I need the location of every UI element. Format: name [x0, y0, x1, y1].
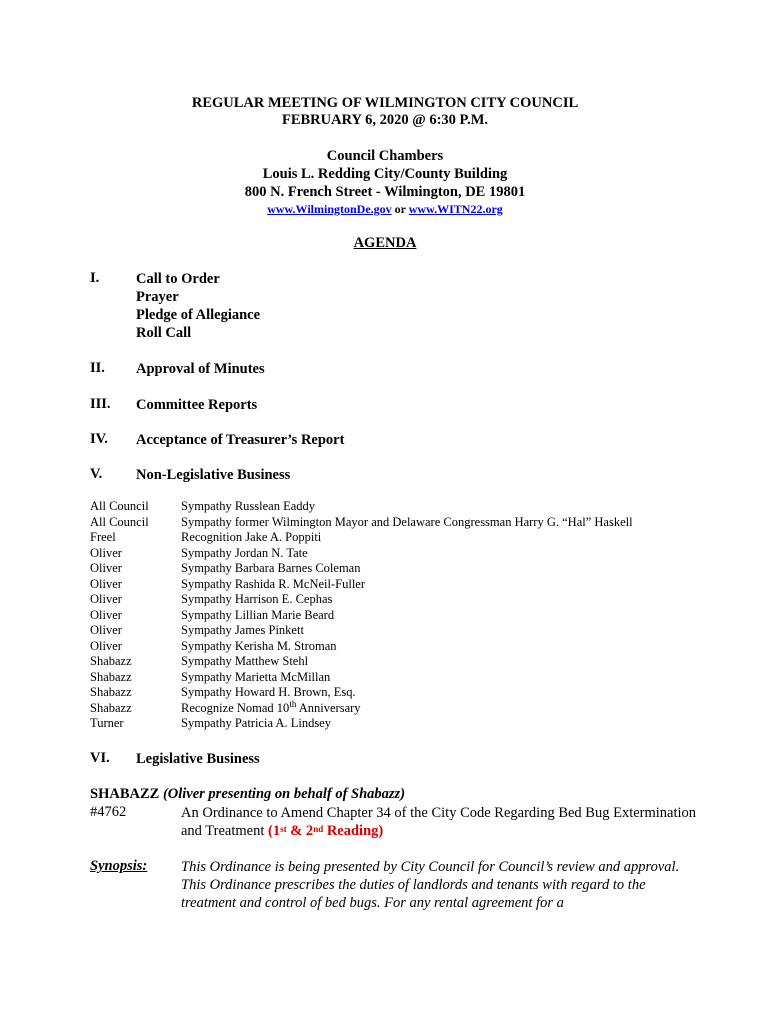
section-number: V. — [90, 466, 103, 482]
sponsor: Shabazz — [90, 700, 132, 715]
synopsis-label: Synopsis: — [90, 858, 148, 874]
sponsor: All Council — [90, 499, 149, 513]
ordinance-title-text: An Ordinance to Amend Chapter 34 of the City Code Regarding Bed Bug Extermination and Treatment — [181, 805, 697, 839]
witn22-link[interactable]: www.WITN22.org — [408, 202, 503, 216]
list-item — [90, 499, 730, 515]
meeting-title: REGULAR MEETING OF WILMINGTON CITY COUNCIL — [191, 95, 579, 111]
sponsor-name: SHABAZZ — [90, 786, 163, 802]
section-title: Legislative Business — [136, 751, 260, 767]
item-text: Sympathy Russlean Eaddy — [181, 499, 316, 513]
list-item — [90, 546, 730, 562]
item-text: Recognition Jake A. Poppiti — [181, 530, 322, 544]
agenda-item: Pledge of Allegiance — [136, 307, 261, 323]
list-item — [90, 698, 730, 717]
list-item — [90, 515, 730, 531]
ordinal-suffix: th — [289, 698, 297, 709]
section-number: VI. — [90, 750, 110, 766]
sponsor: Oliver — [90, 545, 122, 560]
section-number: III. — [90, 396, 111, 412]
item-text-end: Anniversary — [296, 700, 361, 715]
section-1-items — [136, 270, 260, 342]
list-item — [90, 716, 730, 732]
venue-building: Louis L. Redding City/County Building — [262, 166, 508, 182]
agenda-item: Roll Call — [136, 325, 192, 341]
sponsor: Shabazz — [90, 669, 132, 684]
reading-status: (1st & 2nd Reading) — [268, 823, 384, 839]
sponsor: Oliver — [90, 638, 122, 653]
list-item — [90, 639, 730, 655]
item-text: Sympathy Howard H. Brown, Esq. — [181, 685, 356, 699]
item-text: Sympathy James Pinkett — [181, 623, 304, 637]
sponsor: Freel — [90, 530, 116, 544]
sponsor: Shabazz — [90, 685, 132, 699]
list-item — [90, 685, 730, 701]
legislation-sponsor — [90, 786, 405, 803]
item-text: Sympathy Marietta McMillan — [181, 669, 331, 684]
agenda-heading: AGENDA — [353, 235, 417, 251]
sponsor: Turner — [90, 716, 124, 730]
item-text: Sympathy Rashida R. McNeil-Fuller — [181, 576, 366, 591]
item-text: Sympathy Lillian Marie Beard — [181, 607, 335, 622]
item-text: Sympathy former Wilmington Mayor and Delaware Congressman Harry G. “Hal” Haskell — [181, 514, 633, 529]
section-title: Approval of Minutes — [136, 361, 265, 377]
list-item — [90, 670, 730, 686]
section-title: Non-Legislative Business — [136, 467, 291, 483]
ordinance-number: #4762 — [90, 804, 127, 820]
item-text — [181, 698, 361, 716]
section-title: Committee Reports — [136, 397, 258, 413]
meeting-date: FEBRUARY 6, 2020 @ 6:30 P.M. — [281, 112, 489, 128]
sponsor-note: (Oliver presenting on behalf of Shabazz) — [162, 786, 406, 802]
item-text: Sympathy Harrison E. Cephas — [181, 592, 333, 606]
agenda-item: Prayer — [136, 289, 179, 305]
section-number: I. — [90, 270, 100, 286]
list-item — [90, 608, 730, 624]
section-number: II. — [90, 360, 105, 376]
agenda-item: Call to Order — [136, 271, 220, 287]
list-item — [90, 654, 730, 670]
list-item — [90, 530, 730, 546]
item-text: Sympathy Matthew Stehl — [181, 654, 309, 668]
item-text: Sympathy Jordan N. Tate — [181, 545, 308, 560]
section-title: Acceptance of Treasurer’s Report — [136, 432, 345, 448]
stream-links — [0, 202, 770, 217]
sponsor: All Council — [90, 514, 149, 529]
list-item — [90, 592, 730, 608]
ordinance-title — [181, 804, 701, 840]
sponsor: Shabazz — [90, 654, 132, 668]
link-separator: or — [391, 202, 409, 216]
list-item — [90, 561, 730, 577]
list-item — [90, 577, 730, 593]
sponsor: Oliver — [90, 607, 122, 622]
venue-room: Council Chambers — [326, 148, 444, 164]
synopsis-text: This Ordinance is being presented by City Council for Council’s review and approval. This Ordinance prescribes the duties of landlords and tenants with regard to the treatment and control of bed bugs. For any rental agreement for a — [181, 859, 680, 911]
item-text: Sympathy Kerisha M. Stroman — [181, 638, 337, 653]
sponsor: Oliver — [90, 623, 122, 637]
list-item — [90, 623, 730, 639]
sponsor: Oliver — [90, 576, 122, 591]
venue-address: 800 N. French Street - Wilmington, DE 19801 — [244, 184, 526, 200]
wilmington-gov-link[interactable]: www.WilmingtonDe.gov — [267, 202, 392, 216]
item-text: Sympathy Barbara Barnes Coleman — [181, 561, 361, 575]
item-text: Sympathy Patricia A. Lindsey — [181, 716, 331, 730]
sponsor: Oliver — [90, 592, 122, 606]
item-text-main: Recognize Nomad 10 — [181, 700, 290, 715]
section-number: IV. — [90, 431, 108, 447]
sponsor: Oliver — [90, 561, 122, 575]
